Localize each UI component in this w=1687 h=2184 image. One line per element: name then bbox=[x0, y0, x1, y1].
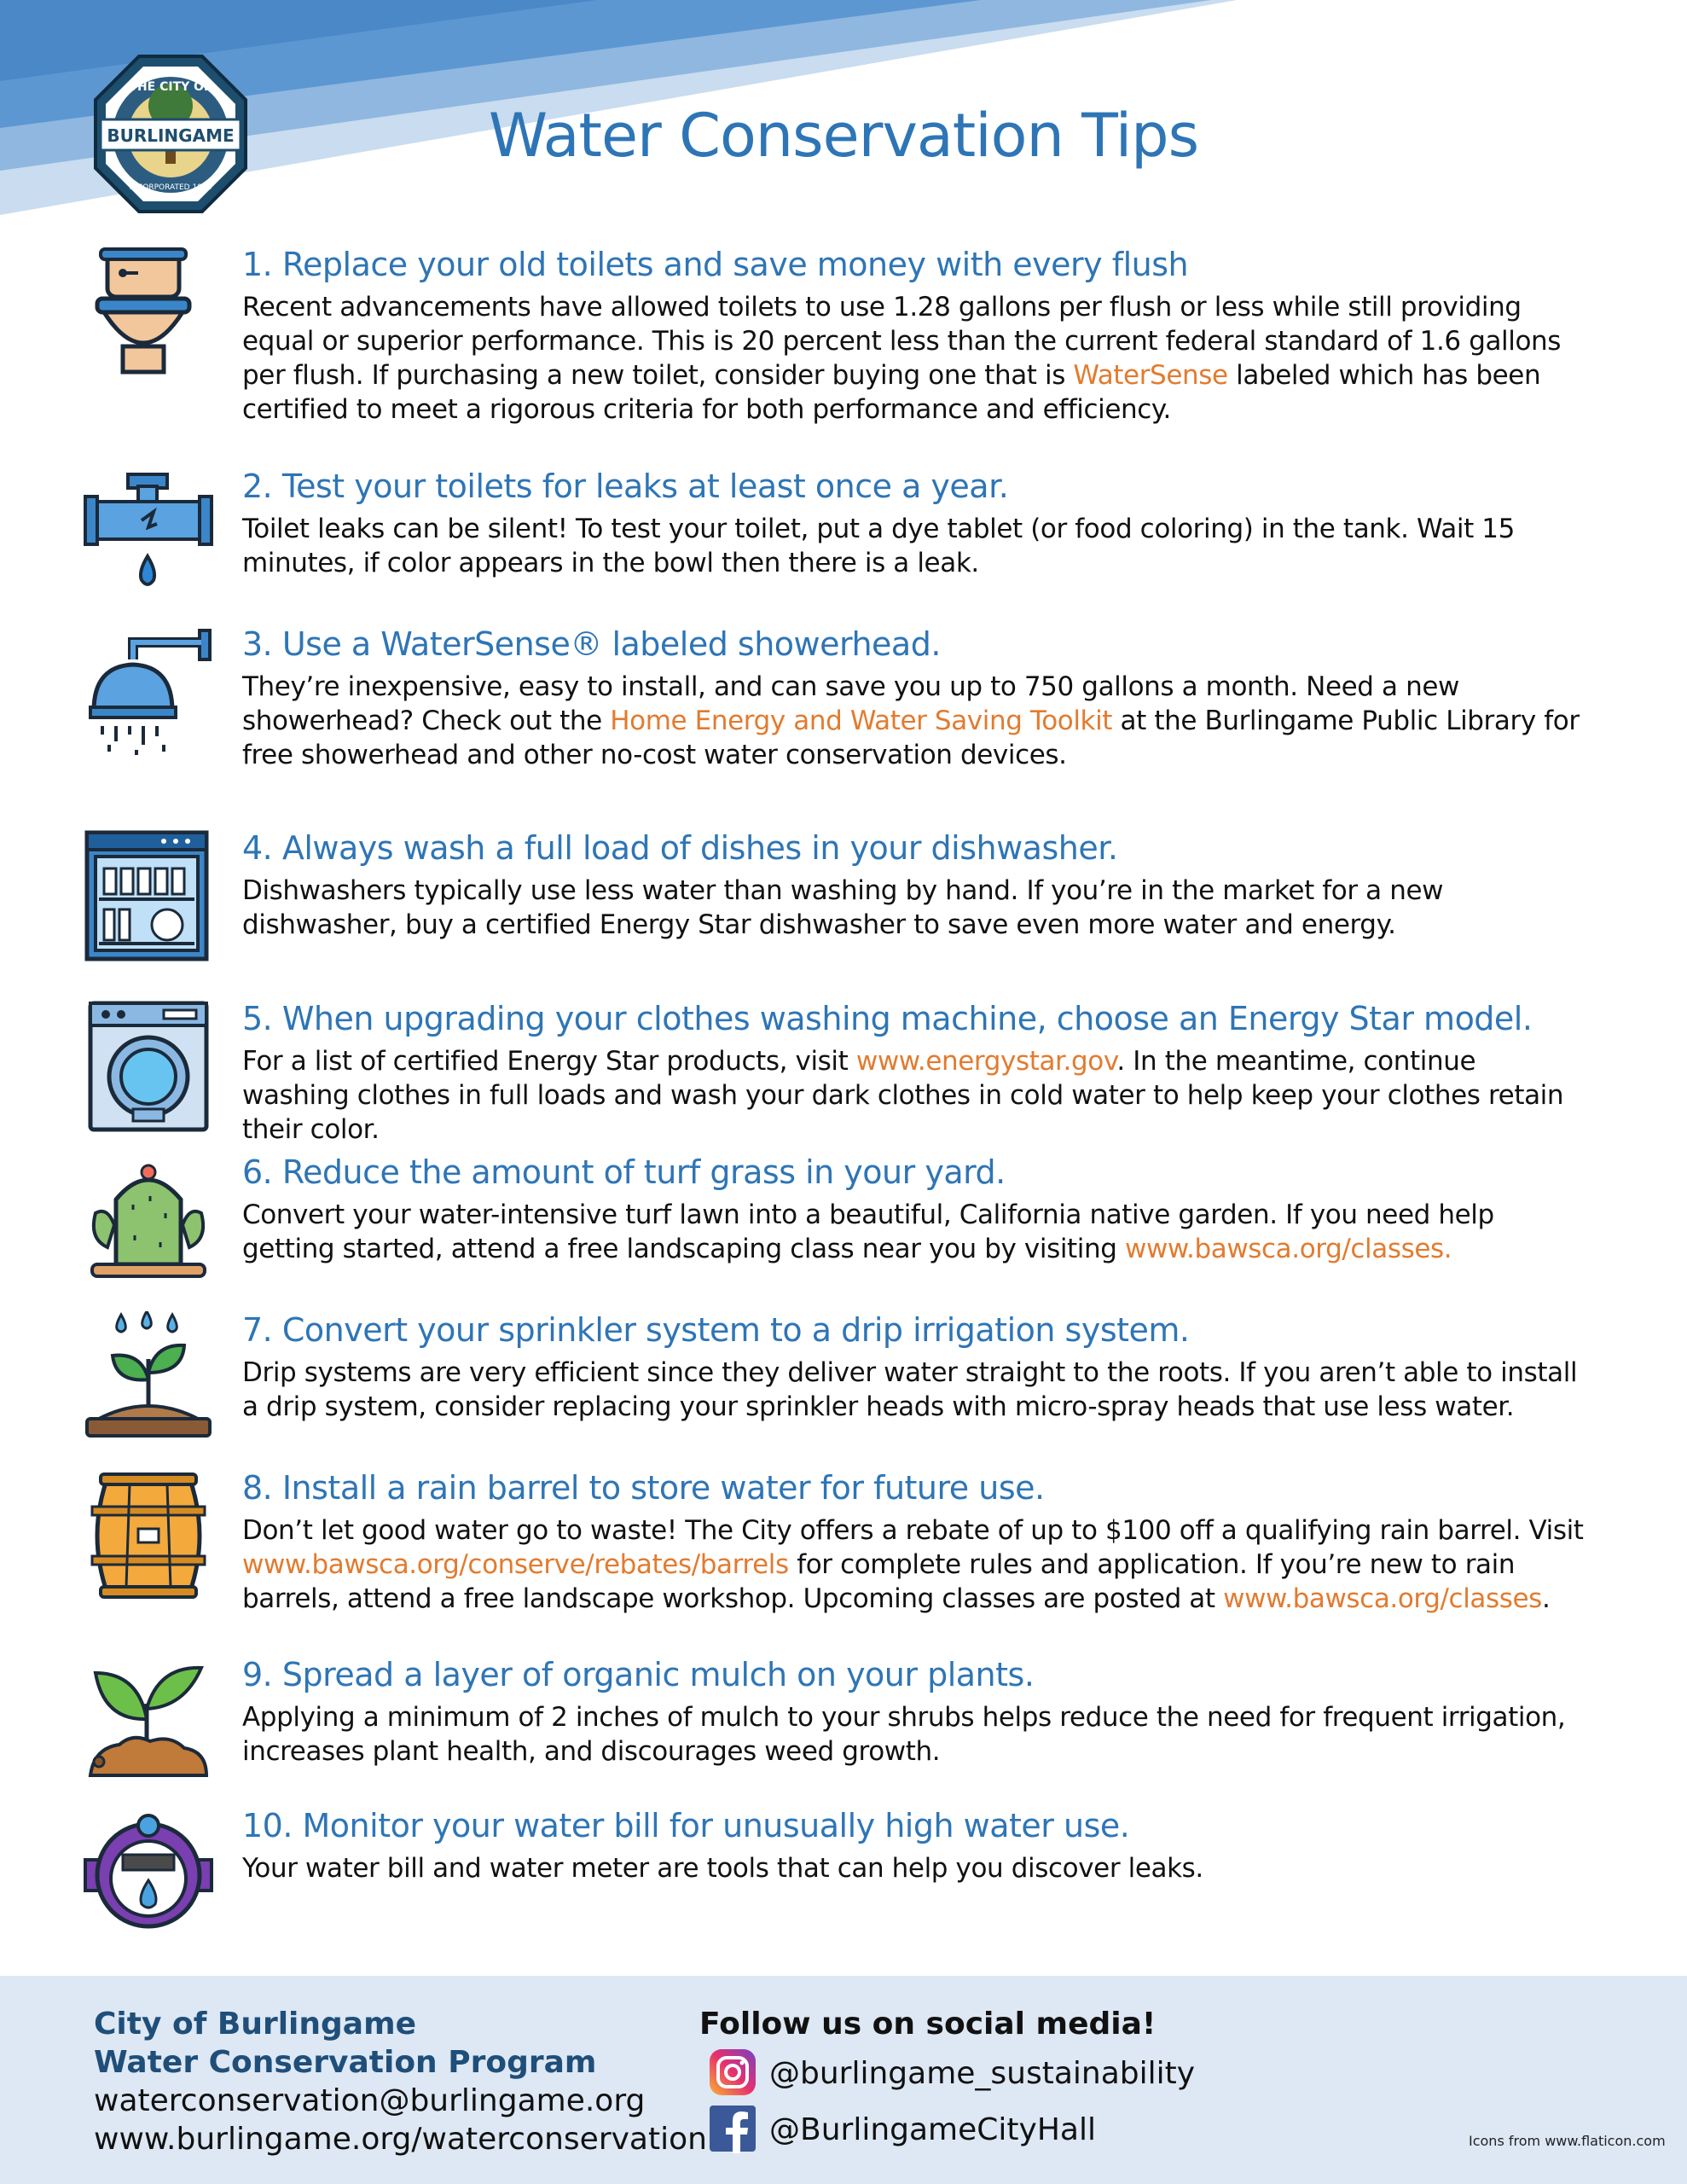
social-heading: Follow us on social media! bbox=[699, 2007, 1157, 2042]
showerhead-icon bbox=[82, 625, 215, 758]
washing-machine-icon bbox=[82, 1000, 215, 1133]
website-link[interactable]: www.burlingame.org/waterconservation bbox=[94, 2122, 707, 2157]
tip-body bbox=[242, 1851, 1586, 1885]
tip-title: 7. Convert your sprinkler system to a drip irrigation system. bbox=[242, 1311, 1190, 1349]
tip-body bbox=[242, 290, 1586, 427]
tip-link[interactable]: Home Energy and Water Saving Toolkit bbox=[610, 706, 1113, 736]
tip-body bbox=[242, 1044, 1586, 1147]
plant-mulch-icon bbox=[82, 1656, 215, 1789]
tip-body bbox=[242, 1198, 1586, 1266]
toilet-icon bbox=[82, 246, 215, 379]
tip-title: 1. Replace your old toilets and save money with every flush bbox=[242, 246, 1189, 283]
tip-link[interactable]: WaterSense bbox=[1073, 360, 1228, 391]
tip-body-text: Don’t let good water go to waste! The City offers a rebate of up to $100 off a qualifying rain barrel. Visit bbox=[242, 1515, 1584, 1546]
tip-title: 6. Reduce the amount of turf grass in your yard. bbox=[242, 1153, 1006, 1191]
tip-title: 8. Install a rain barrel to store water for future use. bbox=[242, 1469, 1045, 1507]
tip-link[interactable]: www.bawsca.org/classes bbox=[1223, 1583, 1542, 1614]
org-name: City of Burlingame bbox=[94, 2007, 417, 2042]
tip-link[interactable]: www.energystar.gov bbox=[855, 1046, 1117, 1077]
email-link[interactable]: waterconservation@burlingame.org bbox=[94, 2083, 646, 2118]
dishwasher-icon bbox=[82, 829, 215, 962]
tip-link[interactable]: www.bawsca.org/conserve/rebates/barrels bbox=[242, 1549, 789, 1580]
tip-body-text: Dishwashers typically use less water than washing by hand. If you’re in the market for a new dishwasher, buy a certified Energy Star dishwasher to save even more water and energy. bbox=[242, 875, 1444, 940]
icon-credit: Icons from www.flaticon.com bbox=[1469, 2133, 1666, 2149]
footer bbox=[0, 1976, 1687, 2184]
drip-sprout-icon bbox=[82, 1311, 215, 1444]
tip-body-text: They’re inexpensive, easy to install, and can save you up to 750 gallons a month. Need a new showerhead? Check out the bbox=[242, 671, 1459, 736]
tip-body-text: Applying a minimum of 2 inches of mulch to your shrubs helps reduce the need for frequent irrigation, increases plant health, and discourages weed growth. bbox=[242, 1702, 1566, 1767]
instagram-handle[interactable]: @burlingame_sustainability bbox=[769, 2056, 1196, 2091]
tip-title: 3. Use a WaterSense® labeled showerhead. bbox=[242, 625, 941, 663]
tip-body-text: Toilet leaks can be silent! To test your toilet, put a dye tablet (or food coloring) in the tank. Wait 15 minutes, if color appears in the bowl then there is a leak. bbox=[242, 514, 1515, 578]
barrel-icon bbox=[82, 1469, 215, 1602]
tip-body-text: at the Burlingame Public Library for free showerhead and other no-cost water conservation devices. bbox=[242, 706, 1580, 770]
tip-title: 10. Monitor your water bill for unusually high water use. bbox=[242, 1807, 1130, 1844]
tip-body bbox=[242, 670, 1586, 772]
water-meter-icon bbox=[82, 1807, 215, 1940]
program-name: Water Conservation Program bbox=[94, 2045, 597, 2080]
cactus-icon bbox=[82, 1153, 215, 1287]
facebook-handle[interactable]: @BurlingameCityHall bbox=[769, 2112, 1096, 2147]
tip-body-text: labeled which has been certified to meet a rigorous criteria for both performance and efficiency. bbox=[242, 360, 1541, 425]
tip-link[interactable]: www.bawsca.org/classes. bbox=[1124, 1234, 1452, 1264]
tip-body bbox=[242, 874, 1586, 942]
tip-body-text: Your water bill and water meter are tools that can help you discover leaks. bbox=[242, 1853, 1203, 1884]
tip-body bbox=[242, 512, 1586, 580]
facebook-icon bbox=[708, 2104, 757, 2153]
tip-body-text: For a list of certified Energy Star products, visit bbox=[242, 1046, 856, 1077]
tip-title: 2. Test your toilets for leaks at least once a year. bbox=[242, 468, 1009, 505]
tip-title: 9. Spread a layer of organic mulch on your plants. bbox=[242, 1656, 1035, 1693]
page-title: Water Conservation Tips bbox=[488, 101, 1199, 171]
tip-body-text: Drip systems are very efficient since they deliver water straight to the roots. If you aren’t able to install a drip system, consider replacing your sprinkler heads with micro-spray heads that use less water. bbox=[242, 1357, 1578, 1422]
tip-body bbox=[242, 1700, 1586, 1769]
contact-block bbox=[94, 2005, 707, 2158]
instagram-icon bbox=[708, 2048, 757, 2097]
tip-body bbox=[242, 1513, 1586, 1616]
seal-text-bottom: INCORPORATED 1908 bbox=[129, 183, 212, 192]
tip-body-text: . In the meantime, continue washing clothes in full loads and wash your dark clothes in cold water to help keep your clothes retain their color. bbox=[242, 1046, 1564, 1145]
tip-body-text: for complete rules and application. If you’re new to rain barrels, attend a free landscape workshop. Upcoming classes are posted at bbox=[242, 1549, 1516, 1614]
tip-title: 5. When upgrading your clothes washing machine, choose an Energy Star model. bbox=[242, 1000, 1533, 1037]
tip-body-text: Convert your water-intensive turf lawn into a beautiful, California native garden. If you need help getting started, attend a free landscaping class near you by visiting bbox=[242, 1199, 1494, 1264]
seal-text-top: THE CITY OF bbox=[129, 80, 212, 94]
tip-title: 4. Always wash a full load of dishes in your dishwasher. bbox=[242, 829, 1118, 867]
seal-text-name: BURLINGAME bbox=[107, 125, 235, 146]
tip-body-text: Recent advancements have allowed toilets to use 1.28 gallons per flush or less while still providing equal or superior performance. This is 20 percent less than the current federal standard of 1.6 gallons per flush. If purchasing a new toilet, consider buying one that is bbox=[242, 292, 1562, 391]
leaking-pipe-icon bbox=[82, 468, 215, 601]
tip-body bbox=[242, 1356, 1586, 1424]
tip-body-text: . bbox=[1541, 1583, 1551, 1614]
